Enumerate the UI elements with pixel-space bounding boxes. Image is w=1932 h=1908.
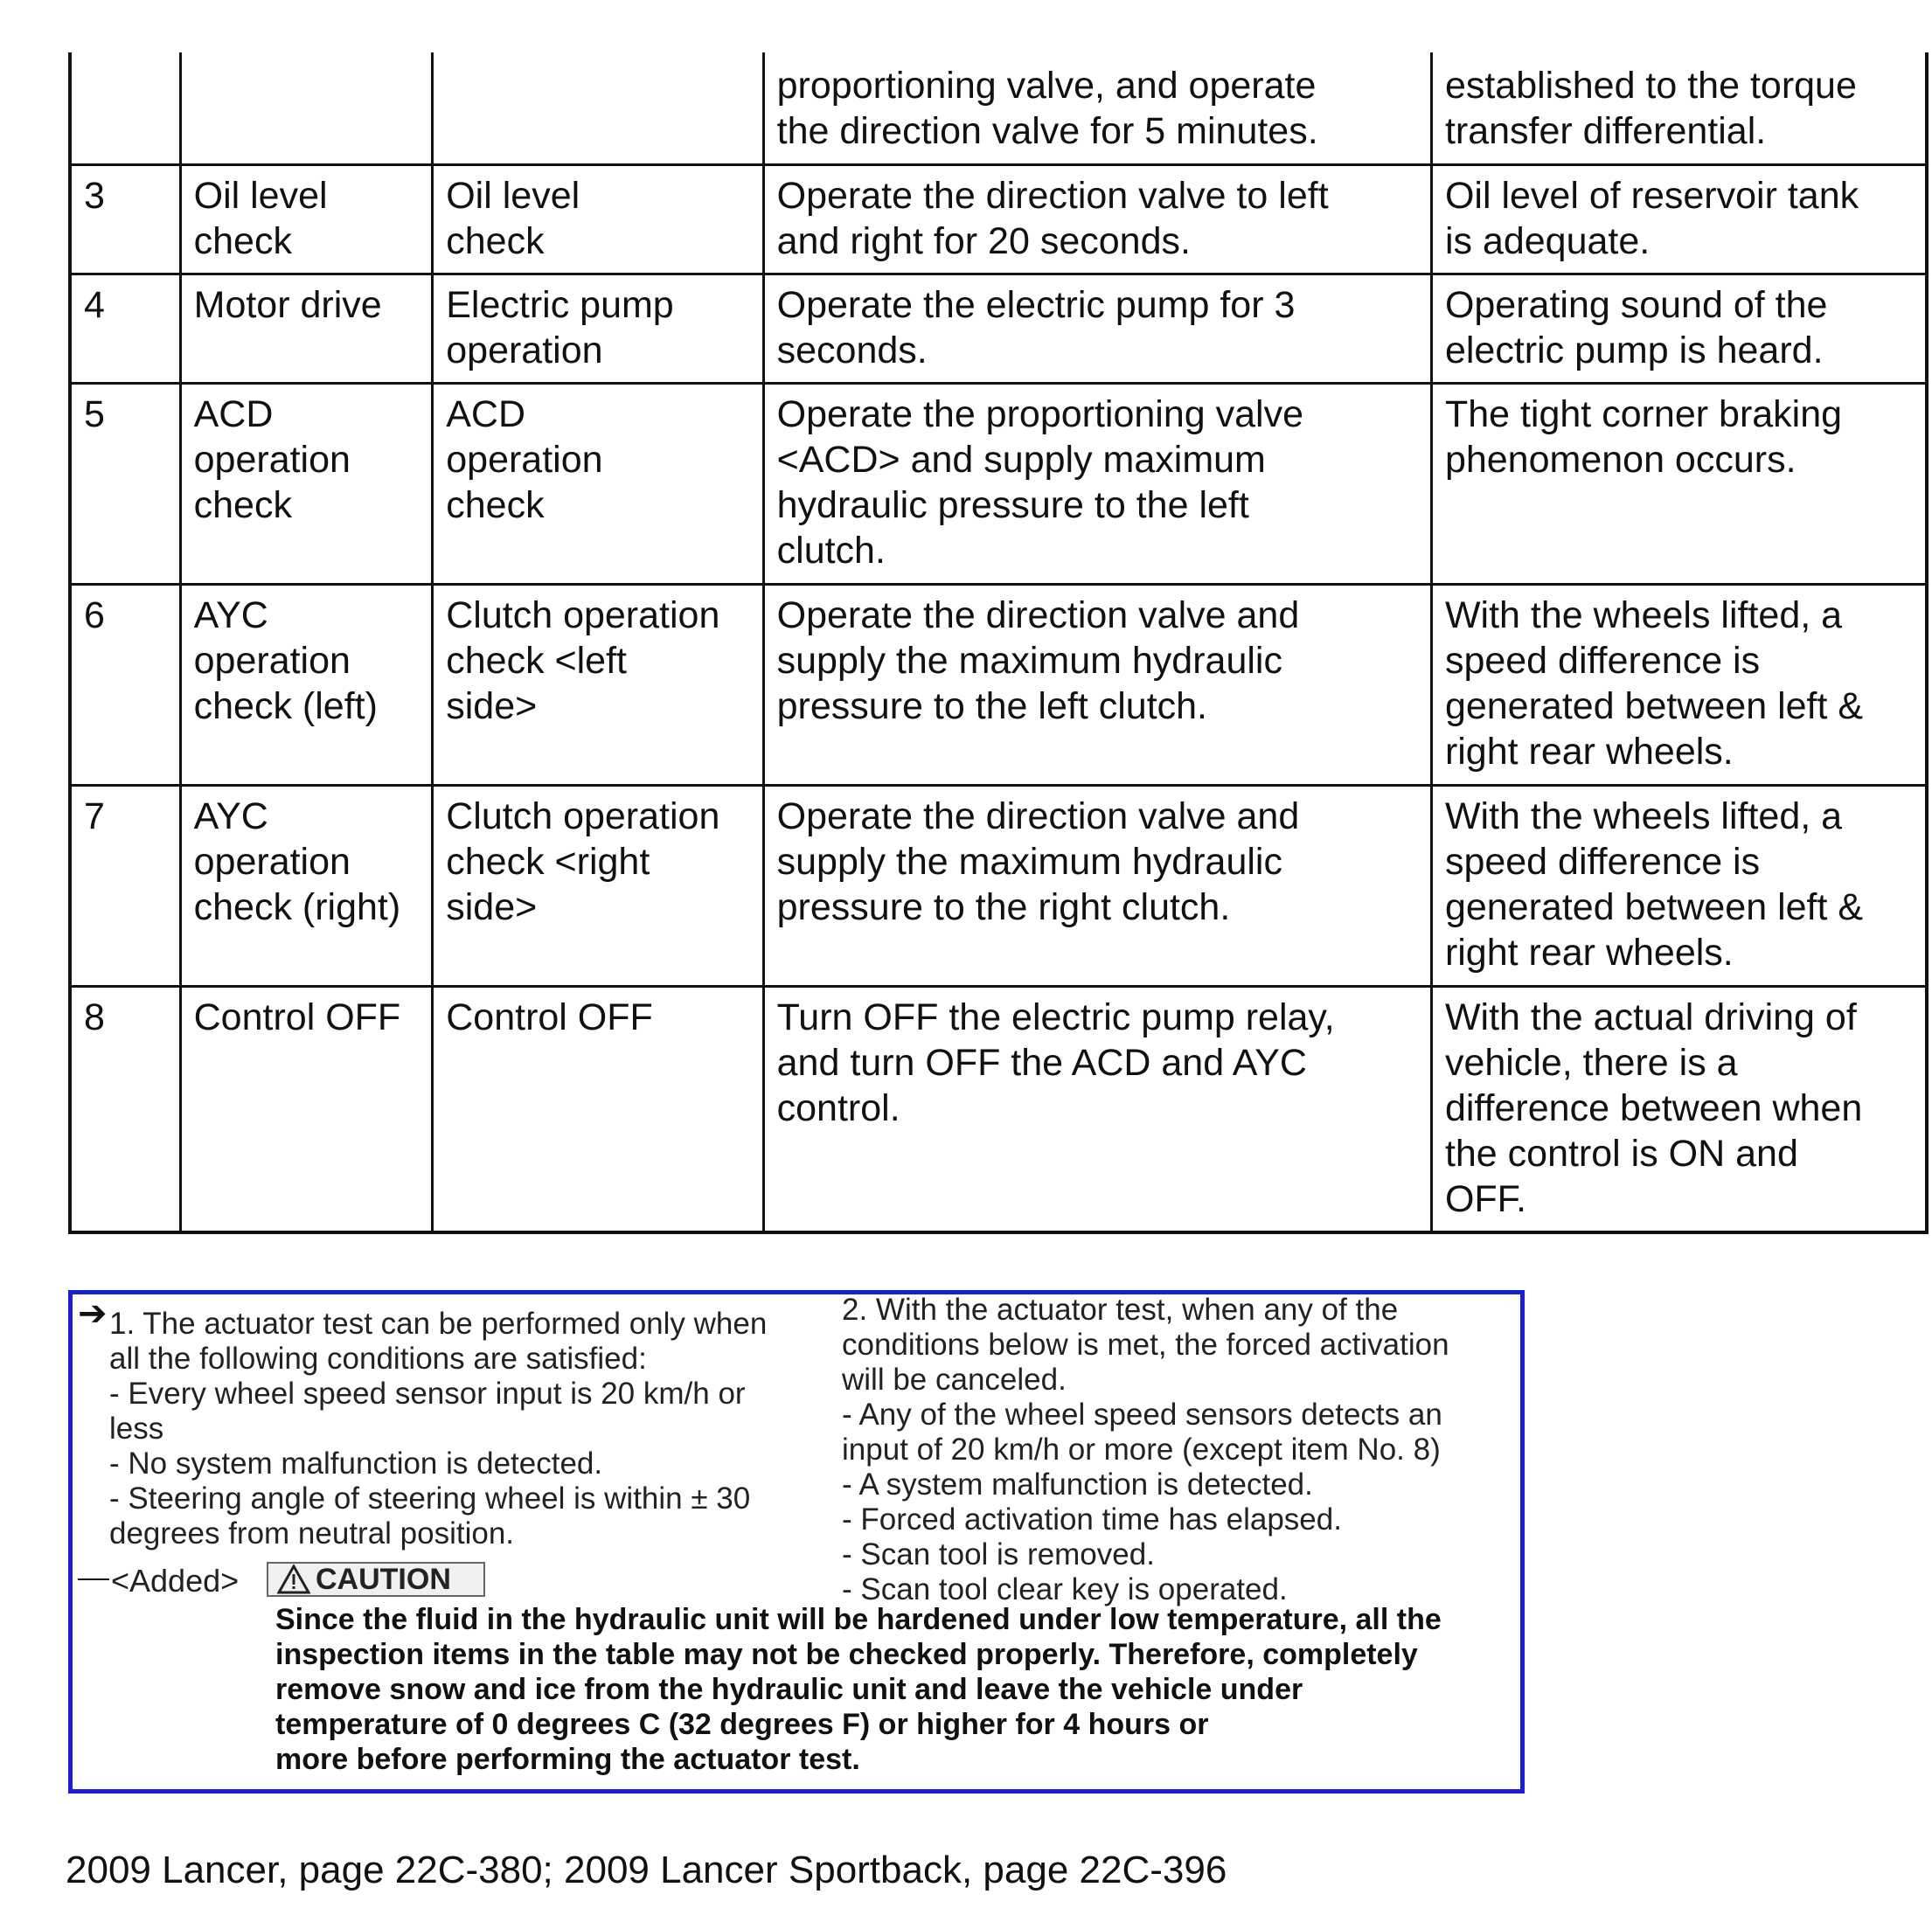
table-row [70,584,1927,785]
cell-result: Oil level of reservoir tank is adequate. [1431,164,1927,274]
cell-no: 7 [70,785,180,986]
cell-content: Operate the direction valve and supply the maximum hydraulic pressure to the right clutch. [763,785,1431,986]
table-row [70,274,1927,383]
table-row [70,785,1927,986]
table-row [70,164,1927,274]
cell-result: With the wheels lifted, a speed difference is generated between left & right rear wheels. [1431,584,1927,785]
cell-test: Control OFF [433,986,763,1232]
cell-item: ACD operation check [180,383,433,584]
table-row [70,383,1927,584]
cell-result: Operating sound of the electric pump is heard. [1431,274,1927,383]
cell-item: AYC operation check (right) [180,785,433,986]
cell-item: Oil level check [180,164,433,274]
cell-item: Motor drive [180,274,433,383]
caution-label: CAUTION [316,1563,451,1596]
cell-result: The tight corner braking phenomenon occurs. [1431,383,1927,584]
cell-no: 4 [70,274,180,383]
page-reference-footer: 2009 Lancer, page 22C-380; 2009 Lancer Sportback, page 22C-396 [66,1849,1227,1891]
added-leader-line [78,1578,109,1580]
cell-content: Operate the direction valve and supply the maximum hydraulic pressure to the left clutch. [763,584,1431,785]
cell-no: 6 [70,584,180,785]
cell-test: Oil level check [433,164,763,274]
cell-result: With the actual driving of vehicle, there is a difference between when the control is ON and OFF. [1431,986,1927,1232]
cell-item: Control OFF [180,986,433,1232]
cell-item: AYC operation check (left) [180,584,433,785]
cell-test [433,52,763,164]
cell-result: With the wheels lifted, a speed difference is generated between left & right rear wheels. [1431,785,1927,986]
cell-test: ACD operation check [433,383,763,584]
cell-result: established to the torque transfer differential. [1431,52,1927,164]
note-cancel-conditions-text: 2. With the actuator test, when any of the conditions below is met, the forced activation will be canceled. - Any of the wheel speed sensors detects an input of 20 km/h or more (except item No. 8) - A system malfunction is detected. - Forced activation time has elapsed. - Scan tool is removed. - Scan tool clear key is operated. [842,1293,1449,1606]
note-box [68,1290,1525,1794]
actuator-test-table [68,52,1929,1234]
note-conditions-text: 1. The actuator test can be performed only when all the following conditions are satisfied: - Every wheel speed sensor input is 20 km/h or less - No system malfunction is detected. - Steering angle of steering wheel is within ± 30 degrees from neutral position. [109,1307,768,1551]
cell-content: Operate the electric pump for 3 seconds. [763,274,1431,383]
cell-content: Operate the direction valve to left and right for 20 seconds. [763,164,1431,274]
cell-content: Operate the proportioning valve <ACD> and supply maximum hydraulic pressure to the left clutch. [763,383,1431,584]
added-label: <Added> [111,1563,240,1599]
cell-test: Electric pump operation [433,274,763,383]
cell-no [70,52,180,164]
cell-no: 5 [70,383,180,584]
cell-test: Clutch operation check <right side> [433,785,763,986]
table-row [70,986,1927,1232]
cell-content: Turn OFF the electric pump relay, and turn OFF the ACD and AYC control. [763,986,1431,1232]
cell-item [180,52,433,164]
cell-no: 3 [70,164,180,274]
cell-no: 8 [70,986,180,1232]
caution-badge [267,1562,485,1597]
warning-triangle-icon [277,1565,310,1594]
cell-test: Clutch operation check <left side> [433,584,763,785]
table-row [70,52,1927,164]
caution-text: Since the fluid in the hydraulic unit will be hardened under low temperature, all the inspection items in the table may not be checked properly. Therefore, completely remove snow and ice from the hydraulic unit and leave the vehicle under temperature of 0 degrees C (32 degrees F) or higher for 4 hours or more before performing the actuator test. [275,1603,1442,1776]
cell-content: proportioning valve, and operate the direction valve for 5 minutes. [763,52,1431,164]
arrow-icon: ➔ [78,1294,108,1333]
